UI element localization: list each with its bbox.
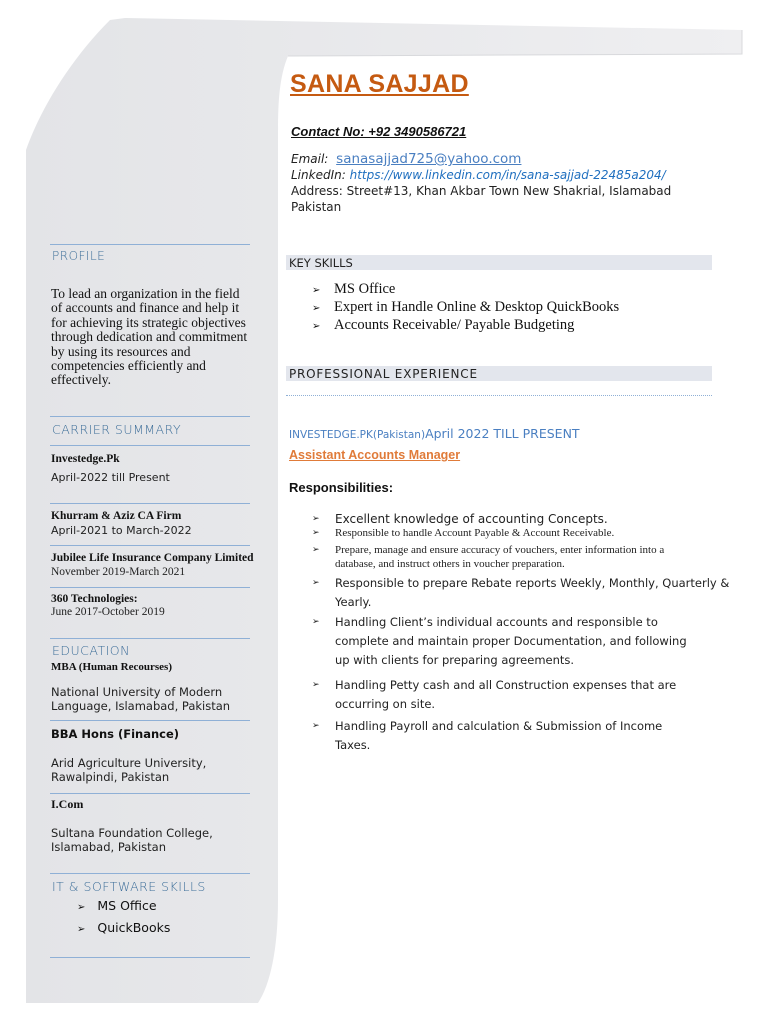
candidate-name: SANA SAJJAD [290, 70, 469, 98]
responsibility-text: Handling Client’s individual accounts and responsible to [335, 615, 658, 629]
divider [50, 638, 250, 639]
divider [50, 545, 250, 546]
email-link[interactable]: sanasajjad725@yahoo.com [336, 151, 522, 167]
education-degree: BBA Hons (Finance) [51, 727, 180, 741]
arrow-bullet-icon: ➢ [312, 721, 320, 731]
education-institute: Sultana Foundation College, [51, 826, 213, 840]
summary-company: Investedge.Pk [51, 453, 120, 465]
education-institute: Arid Agriculture University, [51, 756, 207, 770]
responsibility-text: Handling Payroll and calculation & Submission of Income [335, 719, 663, 733]
summary-period: April-2021 to March-2022 [51, 524, 192, 537]
divider [50, 244, 250, 245]
education-institute: National University of Modern [51, 685, 223, 699]
arrow-bullet-icon: ➢ [312, 514, 320, 524]
responsibility-text: occurring on site. [335, 697, 436, 711]
education-institute: Language, Islamabad, Pakistan [51, 699, 231, 713]
responsibility-text: Yearly. [335, 595, 372, 609]
education-title: EDUCATION [52, 643, 130, 658]
experience-title: PROFESSIONAL EXPERIENCE [289, 367, 478, 381]
education-institute: Rawalpindi, Pakistan [51, 770, 170, 784]
arrow-bullet-icon: ➢ [77, 924, 86, 935]
key-skill-label: MS Office [334, 281, 396, 297]
email-label: Email: [291, 152, 329, 166]
arrow-bullet-icon: ➢ [312, 285, 321, 296]
address-line-2: Pakistan [291, 200, 342, 214]
arrow-bullet-icon: ➢ [312, 680, 320, 690]
responsibility-text: Taxes. [335, 738, 371, 752]
education-institute: Islamabad, Pakistan [51, 840, 166, 854]
summary-title: CARRIER SUMMARY [52, 422, 182, 437]
divider [50, 793, 250, 794]
responsibility-text: complete and maintain proper Documentation, and following [335, 634, 687, 648]
it-skill-item [77, 898, 157, 913]
address-line-1: Address: Street#13, Khan Akbar Town New Shakrial, Islamabad [291, 184, 672, 198]
education-degree: I.Com [51, 797, 84, 811]
divider [50, 957, 250, 958]
responsibility-text: up with clients for preparing agreements. [335, 653, 575, 667]
experience-company-row [289, 425, 580, 443]
responsibility-text: Responsible to handle Account Payable & Account Receivable. [335, 527, 615, 539]
profile-title: PROFILE [52, 249, 106, 263]
it-skill-label: MS Office [97, 898, 157, 913]
responsibility-text: Excellent knowledge of accounting Concepts. [335, 512, 608, 526]
divider [50, 445, 250, 446]
arrow-bullet-icon: ➢ [312, 303, 321, 314]
divider [50, 416, 250, 417]
it-skill-label: QuickBooks [97, 920, 171, 935]
divider [50, 720, 250, 721]
divider [50, 873, 250, 874]
linkedin-link[interactable]: https://www.linkedin.com/in/sana-sajjad-22485a204/ [349, 168, 666, 182]
responsibility-text: database, and instruct others in voucher preparation. [335, 558, 565, 570]
responsibility-text: Handling Petty cash and all Construction expenses that are [335, 678, 677, 692]
key-skill-item [312, 317, 574, 334]
arrow-bullet-icon: ➢ [77, 902, 86, 913]
key-skill-label: Accounts Receivable/ Payable Budgeting [334, 317, 575, 333]
divider [50, 587, 250, 588]
responsibility-text: Prepare, manage and ensure accuracy of vouchers, enter information into a [335, 544, 665, 556]
arrow-bullet-icon: ➢ [312, 617, 320, 627]
key-skill-label: Expert in Handle Online & Desktop QuickBooks [334, 299, 620, 315]
it-skills-title: IT & SOFTWARE SKILLS [52, 879, 206, 894]
job-role: Assistant Accounts Manager [289, 448, 461, 462]
education-degree: MBA (Human Recourses) [51, 661, 172, 673]
summary-period: November 2019-March 2021 [51, 566, 186, 578]
linkedin-row [291, 168, 666, 182]
arrow-bullet-icon: ➢ [312, 528, 320, 538]
experience-period: April 2022 TILL PRESENT [425, 426, 580, 441]
divider [50, 503, 250, 504]
arrow-bullet-icon: ➢ [312, 545, 320, 555]
arrow-bullet-icon: ➢ [312, 578, 320, 588]
responsibilities-label: Responsibilities: [289, 480, 394, 495]
summary-company: Jubilee Life Insurance Company Limited [51, 552, 254, 564]
dotted-divider [286, 395, 712, 396]
contact-number: Contact No: +92 3490586721 [291, 124, 467, 139]
it-skill-item [77, 920, 170, 935]
linkedin-label: LinkedIn: [291, 168, 346, 182]
arrow-bullet-icon: ➢ [312, 321, 321, 332]
summary-company: 360 Technologies: [51, 593, 138, 605]
key-skill-item [312, 281, 395, 298]
profile-text: To lead an organization in the field of accounts and finance and help it for achieving its strategic objectives through dedication and commitment by using its resources and competencies efficiently and effectively. [51, 286, 248, 388]
email-row [291, 151, 521, 167]
summary-period: June 2017-October 2019 [51, 606, 165, 618]
experience-company: INVESTEDGE.PK(Pakistan) [289, 429, 426, 441]
summary-period: April-2022 till Present [51, 471, 170, 484]
key-skill-item [312, 299, 619, 316]
key-skills-title: KEY SKILLS [289, 256, 353, 270]
summary-company: Khurram & Aziz CA Firm [51, 510, 182, 522]
responsibility-text: Responsible to prepare Rebate reports Weekly, Monthly, Quarterly & [335, 576, 730, 590]
